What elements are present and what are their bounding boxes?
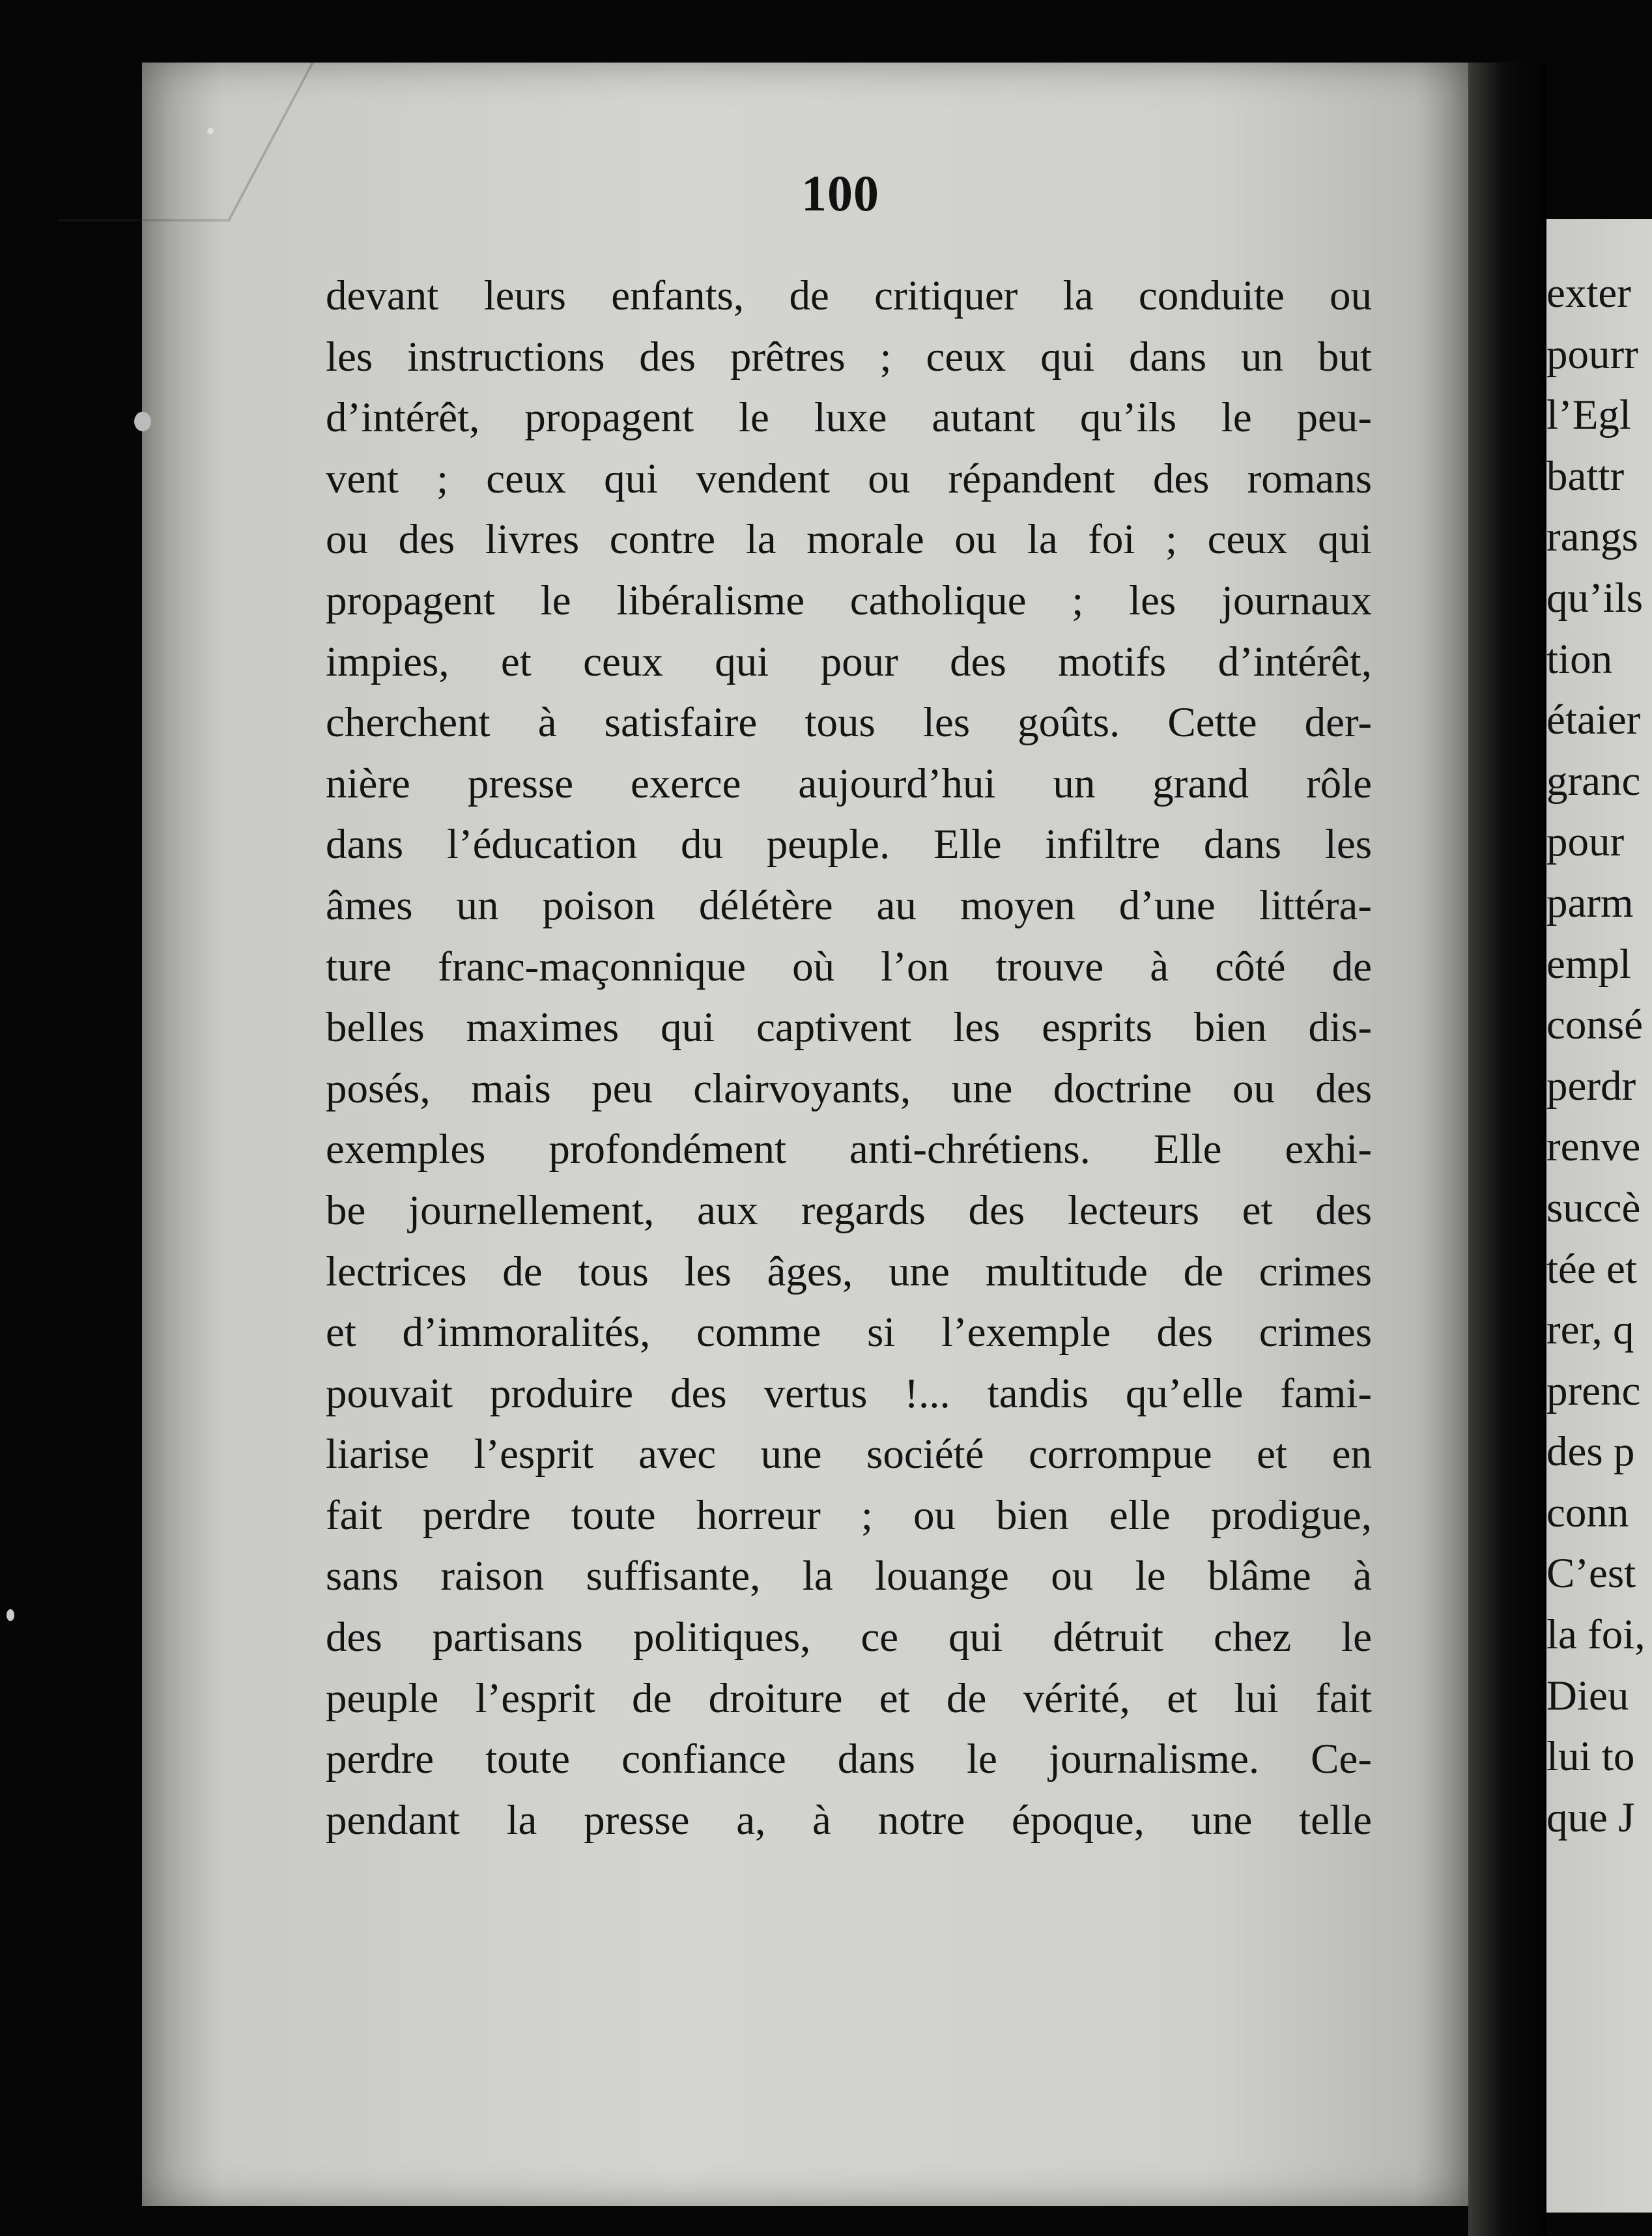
text-line: cherchent à satisfaire tous les goûts. Cette der- [326, 699, 1372, 747]
facing-line: parm [1546, 879, 1634, 926]
facing-line: étaier [1546, 696, 1641, 744]
facing-line: l’Egl [1546, 392, 1631, 439]
text-line: impies, et ceux qui pour des motifs d’intérêt, [326, 638, 1372, 685]
text-line: exemples profondément anti-chrétiens. Elle exhi- [326, 1126, 1372, 1173]
facing-line: C’est [1546, 1550, 1636, 1598]
facing-line: tion [1546, 635, 1613, 683]
facing-line: la foi, [1546, 1611, 1645, 1659]
facing-line: que J [1546, 1794, 1635, 1841]
facing-line: empl [1546, 940, 1631, 988]
text-line: vent ; ceux qui vendent ou répandent des romans [326, 455, 1372, 502]
text-line: ou des livres contre la morale ou la foi ; ceux qui [326, 516, 1372, 564]
text-line: be journellement, aux regards des lecteurs et des [326, 1186, 1372, 1234]
facing-page-text [1546, 263, 1645, 1848]
facing-line: rangs [1546, 513, 1638, 561]
facing-line: prenc [1546, 1367, 1641, 1414]
facing-line: consé [1546, 1001, 1643, 1049]
facing-line: granc [1546, 757, 1641, 805]
text-line: fait perdre toute horreur ; ou bien elle prodigue, [326, 1491, 1372, 1539]
text-line: des partisans politiques, ce qui détruit chez le [326, 1614, 1372, 1661]
text-line: propagent le libéralisme catholique ; les journaux [326, 577, 1372, 624]
facing-line: Dieu [1546, 1672, 1629, 1719]
text-line: nière presse exerce aujourd’hui un grand rôle [326, 760, 1372, 807]
facing-line: rer, q [1546, 1306, 1634, 1354]
facing-line: renve [1546, 1123, 1641, 1171]
page-number: 100 [801, 165, 879, 222]
facing-line: pourr [1546, 330, 1638, 378]
text-line: dans l’éducation du peuple. Elle infiltre dans les [326, 821, 1372, 868]
facing-line: perdr [1546, 1062, 1636, 1110]
book-gutter [1468, 63, 1546, 2236]
text-line: peuple l’esprit de droiture et de vérité, et lui fait [326, 1674, 1372, 1722]
facing-line: exter [1546, 270, 1631, 317]
facing-line: lui to [1546, 1733, 1635, 1781]
text-line: lectrices de tous les âges, une multitude de crimes [326, 1248, 1372, 1295]
page-body-text [326, 266, 1372, 1851]
text-line: ture franc-maçonnique où l’on trouve à côté de [326, 943, 1372, 990]
scan-speck [134, 412, 151, 431]
facing-line: tée et [1546, 1245, 1637, 1293]
facing-line: pour [1546, 818, 1625, 866]
text-line: posés, mais peu clairvoyants, une doctrine ou des [326, 1065, 1372, 1112]
text-line: liarise l’esprit avec une société corrompue et en [326, 1431, 1372, 1478]
text-line: pendant la presse a, à notre époque, une telle [326, 1796, 1372, 1844]
text-line: devant leurs enfants, de critiquer la conduite ou [326, 272, 1372, 319]
facing-page [1546, 219, 1652, 2213]
scan-speck [207, 128, 214, 134]
text-line: et d’immoralités, comme si l’exemple des crimes [326, 1309, 1372, 1356]
text-line: pouvait produire des vertus !... tandis qu’elle fami- [326, 1369, 1372, 1417]
text-line: sans raison suffisante, la louange ou le blâme à [326, 1553, 1372, 1600]
text-line: âmes un poison délétère au moyen d’une littéra- [326, 882, 1372, 929]
facing-line: battr [1546, 452, 1625, 500]
facing-line: qu’ils [1546, 574, 1644, 622]
facing-line: conn [1546, 1489, 1629, 1536]
text-line: belles maximes qui captivent les esprits bien dis- [326, 1004, 1372, 1052]
facing-line: des p [1546, 1428, 1635, 1476]
text-line: d’intérêt, propagent le luxe autant qu’ils le peu- [326, 394, 1372, 442]
text-line: perdre toute confiance dans le journalisme. Ce- [326, 1736, 1372, 1783]
text-line: les instructions des prêtres ; ceux qui dans un but [326, 333, 1372, 380]
scan-speck [7, 1609, 14, 1621]
facing-line: succè [1546, 1184, 1641, 1231]
